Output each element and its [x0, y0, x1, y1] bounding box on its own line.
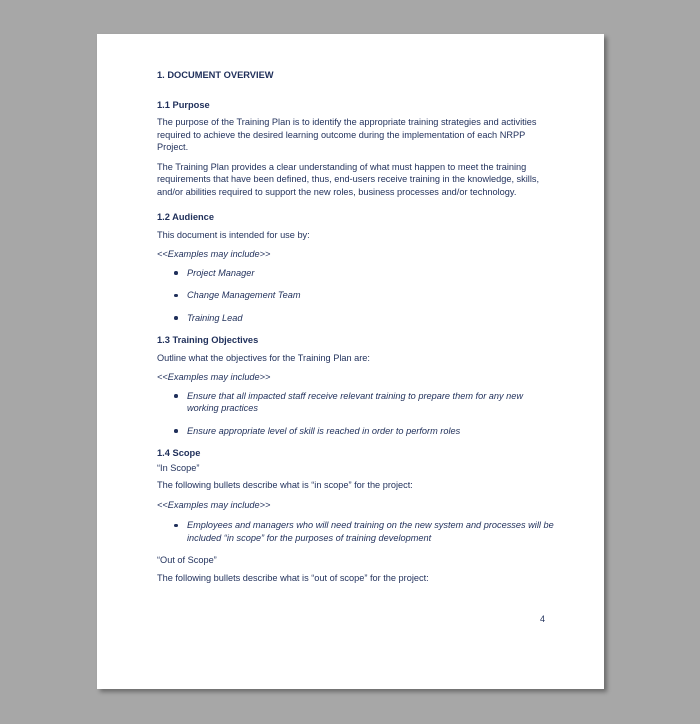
bullet-icon: [174, 394, 178, 398]
page-content: [157, 69, 557, 591]
audience-list: [157, 267, 557, 325]
bullet-icon: [174, 271, 178, 275]
list-item: Training Lead: [157, 312, 557, 325]
bullet-icon: [174, 524, 178, 528]
out-of-scope-label: “Out of Scope”: [157, 555, 217, 565]
objectives-heading: 1.3 Training Objectives: [157, 335, 259, 345]
objectives-examples-note: <<Examples may include>>: [157, 372, 271, 382]
purpose-paragraph-2: The Training Plan provides a clear understanding of what must happen to meet the training requirements that have been defined, thus, end-users receive training in the knowledge, skills, and/or abilities required to support the new roles, business processes and/or technology.: [157, 161, 540, 197]
list-item: Ensure that all impacted staff receive relevant training to prepare them for any new working practices: [157, 390, 557, 415]
audience-intro: This document is intended for use by:: [157, 229, 310, 240]
purpose-heading: 1.1 Purpose: [157, 99, 210, 110]
page-number: 4: [540, 614, 546, 624]
scope-examples-note: <<Examples may include>>: [157, 499, 271, 510]
document-heading: 1. DOCUMENT OVERVIEW: [157, 70, 274, 80]
bullet-icon: [174, 429, 178, 433]
purpose-paragraph-1: The purpose of the Training Plan is to identify the appropriate training strategies and activities required to achieve the desired learning outcome during the implementation of each NRPP Project.: [157, 117, 537, 152]
bullet-icon: [174, 294, 178, 298]
document-page: [97, 34, 604, 689]
objectives-list: [157, 390, 557, 438]
audience-examples-note: <<Examples may include>>: [157, 249, 271, 259]
audience-heading: 1.2 Audience: [157, 212, 215, 222]
list-item: Change Management Team: [157, 289, 557, 302]
in-scope-intro: The following bullets describe what is “in scope” for the project:: [157, 480, 413, 490]
objectives-intro: Outline what the objectives for the Training Plan are:: [157, 352, 370, 363]
in-scope-list: [157, 519, 557, 544]
out-of-scope-intro: The following bullets describe what is “out of scope” for the project:: [157, 572, 429, 583]
in-scope-label: “In Scope”: [157, 462, 200, 473]
bullet-icon: [174, 316, 178, 320]
list-item: Employees and managers who will need training on the new system and processes will be included “in scope” for the purposes of training development: [157, 519, 557, 544]
scope-heading: 1.4 Scope: [157, 448, 201, 458]
list-item: Ensure appropriate level of skill is reached in order to perform roles: [157, 425, 557, 438]
list-item: Project Manager: [157, 267, 557, 280]
